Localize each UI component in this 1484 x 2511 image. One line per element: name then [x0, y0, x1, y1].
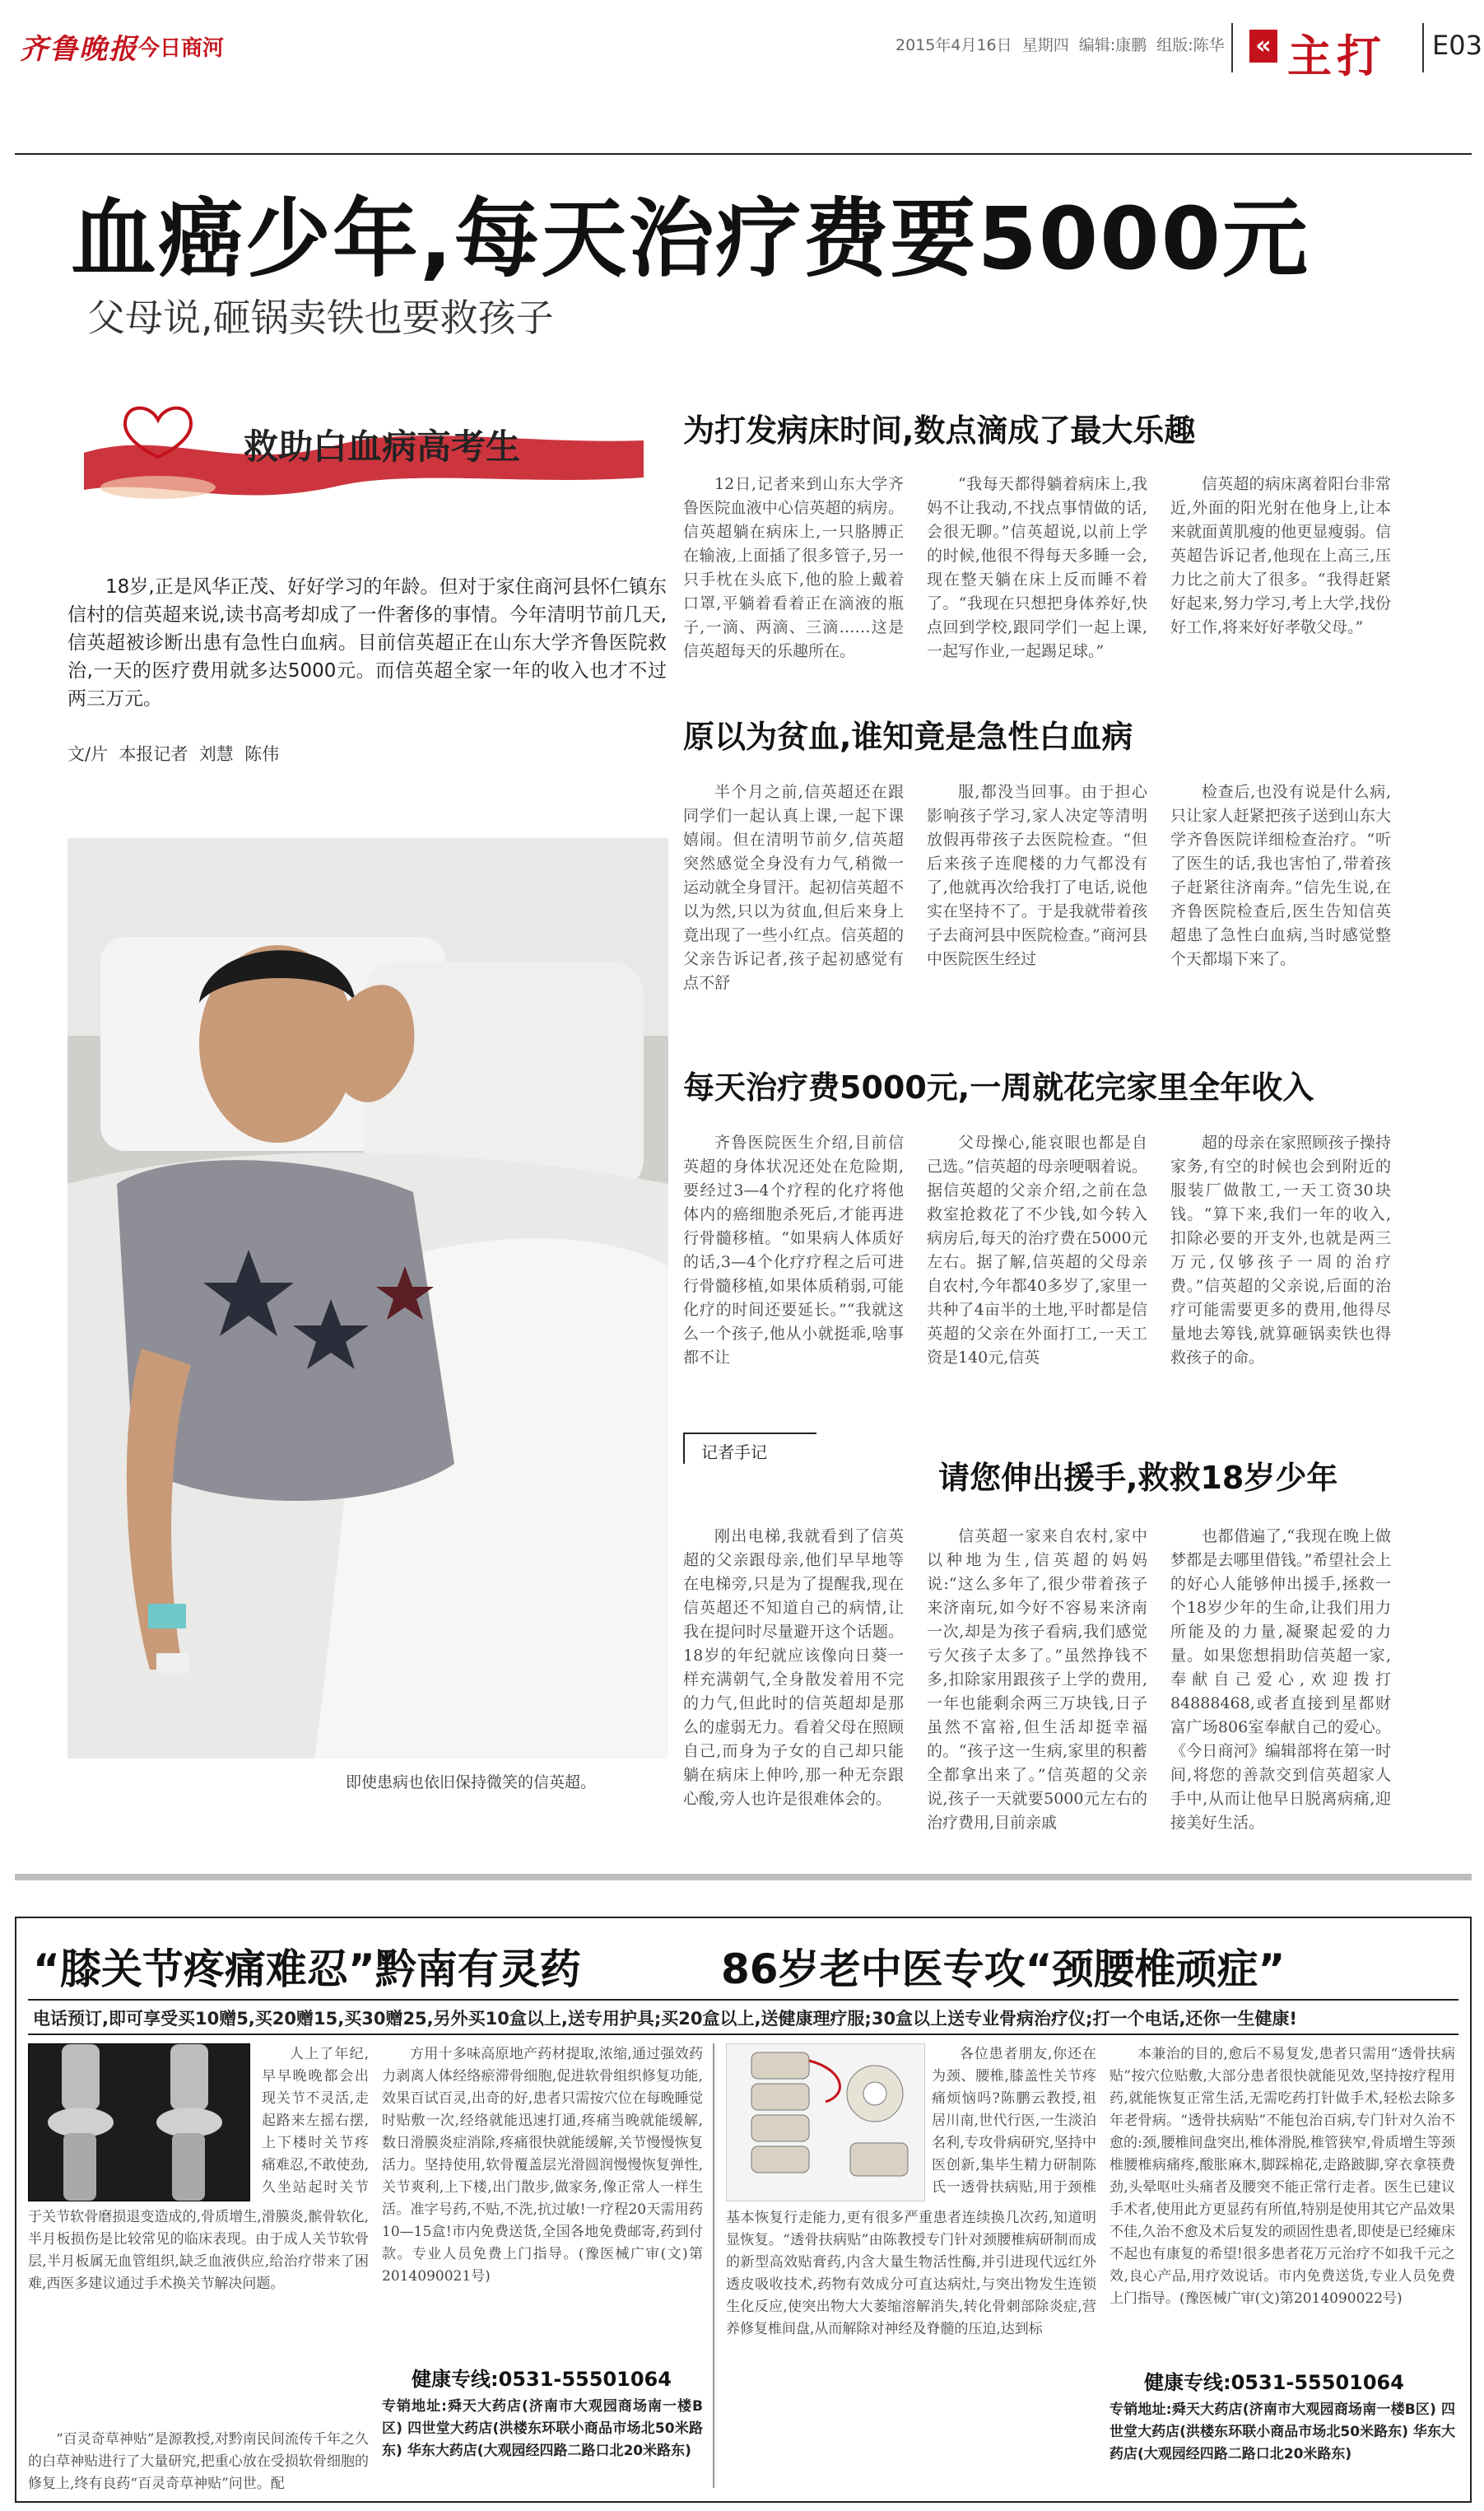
- section-2-title: 原以为贫血,谁知竟是急性白血病: [683, 719, 1133, 755]
- section-4-col-3: [1170, 1525, 1391, 1858]
- section-3-col-3-text: 超的母亲在家照顾孩子操持家务,有空的时候也会到附近的服装厂做散工,一天工资30块钱。“算下来,我们一年的收入,扣除必要的开支外,也就是两三万元,仅够孩子一周的治疗费。”信英超的父亲说,后面的治疗可能需要更多的费用,他得尽量地去筹钱,就算砸锅卖铁也得救孩子的命。: [1170, 1134, 1391, 1367]
- section-1-col-1: [683, 473, 904, 664]
- ad-left-col-1-continued: 于关节软骨磨损退变造成的,骨质增生,滑膜炎,髌骨软化,半月板损伤是比较常见的临床表现。由于成人关节软骨层,半月板属无血管组织,缺乏血液供应,给治疗带来了困难,西医多建议通过手术换关节解决问题。: [28, 2209, 369, 2292]
- ad-promo-rule-bottom: [28, 2033, 1458, 2035]
- banner-label: 主打: [1287, 30, 1386, 82]
- section-2-col-1-text: 半个月之前,信英超还在跟同学们一起认真上课,一起下课嬉闹。但在清明节前夕,信英超突然感觉全身没有力气,稍微一运动就全身冒汗。起初信英超不以为然,只以为贫血,但后来身上竟出现了一些小红点。信英超的父亲告诉记者,孩子起初感觉有点不舒: [683, 783, 904, 992]
- section-2-col-2: [927, 780, 1147, 1013]
- ad-left-hotline: 健康专线:0531-55501064: [412, 2368, 672, 2391]
- campaign-logo: [67, 395, 660, 510]
- ad-left-col-1-top: [262, 2043, 369, 2200]
- section-3-col-2: [927, 1131, 1147, 1411]
- lede: 18岁,正是风华正茂、好好学习的年龄。但对于家住商河县怀仁镇东信村的信英超来说,读书高考却成了一件奢侈的事情。今年清明节前几天,信英超被诊断出患有急性白血病。目前信英超正在山东大学齐鲁医院救治,一天的医疗费用就多达5000元。而信英超全家一年的收入也才不过两三万元。: [67, 576, 667, 710]
- section-1-title: 为打发病床时间,数点滴成了最大乐趣: [683, 412, 1196, 449]
- ad-divider: [713, 2043, 714, 2488]
- paper-name: 齐鲁晚报: [20, 33, 138, 66]
- ad-left-col-1-bottom: [28, 2208, 369, 2430]
- ad-left-col-1-text: 人上了年纪,早早晚晚都会出现关节不灵活,走起路来左摇右摆,上下楼时关节疼痛难忍,不敢使劲,久坐站起时关节: [262, 2046, 369, 2196]
- ad-right-col-1-bottom: [726, 2208, 1096, 2496]
- ad-left-stores: 专销地址:舜天大药店(济南市大观园商场南一楼B区) 四世堂大药店(洪楼东环联小商品市场北50米路东) 华东大药店(大观园经四路二路口北20米路东): [382, 2398, 703, 2459]
- ad-right-col-2-text: 本兼治的目的,愈后不易复发,患者只需用“透骨扶病贴”按穴位贴敷,大部分患者很快就能见效,坚持按疗程用药,就能恢复正常生活,无需吃药打针做手术,轻松去除多年老骨病。“透骨扶病贴”不能包治百病,专门针对久治不愈的:颈,腰椎间盘突出,椎体滑脱,椎管狭窄,骨质增生等颈椎腰椎病痛疼,酸胀麻木,脚踩棉花,走路跛脚,穿衣拿筷费劲,头晕呕吐头痛者及腰突不能正常行走者。医生已建议手术者,使用此方更显药有所值,特别是使用其它产品效果不佳,久治不愈及术后复发的顽固性患者,即使是已经瘫床不起也有康复的希望!很多患者花万元治疗不如我千元之效,良心产品,用疗效说话。市内免费送货,专业人员免费上门指导。(豫医械广审(文)第2014090022号): [1110, 2046, 1455, 2307]
- section-1-col-2-text: “我每天都得躺着病床上,我妈不让我动,不找点事情做的话,会很无聊。”信英超说,以前上学的时候,他很不得每天多睡一会,现在整天躺在床上反而睡不着了。“我现在只想把身体养好,快点回到学校,跟同学们一起上课,一起写作业,一起踢足球。”: [927, 475, 1147, 660]
- ad-promo-rule: [28, 1999, 1458, 2001]
- section-4-col-1: [683, 1525, 904, 1858]
- photo-caption: 即使患病也依旧保持微笑的信英超。: [346, 1773, 597, 1791]
- byline: 文/片 本报记者 刘慧 陈伟: [67, 744, 280, 764]
- ad-right-stores: 专销地址:舜天大药店(济南市大观园商场南一楼B区) 四世堂大药店(洪楼东环联小商品市场北50米路东) 华东大药店(大观园经四路二路口北20米路东): [1110, 2402, 1455, 2462]
- advertisement: [15, 1917, 1472, 2503]
- banner-divider: [1231, 23, 1233, 72]
- section-1-col-3: [1170, 473, 1391, 664]
- deck: 父母说,砸锅卖铁也要救孩子: [87, 296, 554, 340]
- issue-meta: 2015年4月16日 星期四 编辑:康鹏 组版:陈华: [896, 36, 1225, 54]
- section-3-col-3: [1170, 1131, 1391, 1411]
- ad-right-col-2: [1110, 2043, 1455, 2355]
- section-1-col-2: [927, 473, 1147, 664]
- patient-photo: [67, 838, 668, 1759]
- section-3-title: 每天治疗费5000元,一周就花完家里全年收入: [683, 1069, 1314, 1106]
- reporter-note-tag-box: [683, 1433, 816, 1464]
- page-number: E03: [1432, 30, 1482, 61]
- reporter-note-tag: 记者手记: [701, 1442, 767, 1462]
- section-2-col-3: [1170, 780, 1391, 1013]
- campaign-label: 救助白血病高考生: [244, 426, 521, 467]
- section-4-col-2: [927, 1525, 1147, 1858]
- ad-right-col-1-continued: 基本恢复行走能力,更有很多严重患者连续换几次药,知道明显恢复。“透骨扶病贴”由陈教授专门针对颈腰椎病研制而成的新型高效贴膏药,内含大量生物活性酶,并引进现代远红外透皮吸收技术,药物有效成分可直达病灶,与突出物发生连锁生化反应,使突出物大大萎缩溶解消失,转化骨刺部除炎症,营养修复椎间盘,从而解除对神经及脊髓的压迫,达到标: [726, 2210, 1096, 2337]
- section-1-col-1-text: 12日,记者来到山东大学齐鲁医院血液中心信英超的病房。信英超躺在病床上,一只胳膊正在输液,上面插了很多管子,另一只手枕在头底下,他的脸上戴着口罩,平躺着看着正在滴液的瓶子,一滴、两滴、三滴……这是信英超每天的乐趣所在。: [683, 475, 904, 660]
- ad-left-col-1-tail: [28, 2429, 369, 2496]
- knee-xray-image: [28, 2043, 250, 2201]
- section-1-col-3-text: 信英超的病床离着阳台非常近,外面的阳光射在他身上,让本来就面黄肌瘦的他更显瘦弱。信英超告诉记者,他现在上高三,压力比之前大了很多。“我得赶紧好起来,努力学习,考上大学,找份好工作,将来好好孝敬父母。”: [1170, 475, 1391, 636]
- ad-right-col-1-top: [932, 2043, 1096, 2200]
- ad-separator: [15, 1874, 1472, 1880]
- ad-promo: 电话预订,即可享受买10赠5,买20赠15,买30赠25,另外买10盒以上,送专用护具;买20盒以上,送健康理疗服;30盒以上送专业骨病治疗仪;打一个电话,还你一生健康!: [33, 2009, 1298, 2029]
- ad-right-col-1-text: 各位患者朋友,你还在为颈、腰椎,膝盖性关节疼痛烦恼吗?陈鹏云教授,祖居川南,世代行医,一生淡泊名利,专攻骨病研究,坚持中医创新,集毕生精力研制陈氏一透骨扶病贴,用于颈椎: [932, 2046, 1096, 2196]
- section-2-col-2-text: 服,都没当回事。由于担心影响孩子学习,家人决定等清明放假再带孩子去医院检查。“但后来孩子连爬楼的力气都没有了,他就再次给我打了电话,说他实在坚持不了。于是我就带着孩子去商河县中医院检查。”商河县中医院医生经过: [927, 783, 1147, 968]
- section-4-col-3-text: 也都借遍了,“我现在晚上做梦都是去哪里借钱。”希望社会上的好心人能够伸出援手,拯救一个18岁少年的生命,让我们用力所能及的力量,凝聚起爱的力量。如果您想捐助信英超一家,奉献自己爱心,欢迎拨打84888468,或者直接到星都财富广场806室奉献自己的爱心。《今日商河》编辑部将在第一时间,将您的善款交到信英超家人手中,从而让他早日脱离病痛,迎接美好生活。: [1170, 1527, 1391, 1832]
- ad-left-col-1-tail-text: “百灵奇草神贴”是源教授,对黔南民间流传千年之久的白草神贴进行了大量研究,把重心放在受损软骨细胞的修复上,终有良药“百灵奇草神贴”问世。配: [28, 2431, 369, 2492]
- spine-diagram-image: [726, 2043, 925, 2201]
- headline: 血癌少年,每天治疗费要5000元: [71, 189, 1310, 289]
- section-4-col-1-text: 刚出电梯,我就看到了信英超的父亲跟母亲,他们早早地等在电梯旁,只是为了提醒我,现在信英超还不知道自己的病情,让我在提问时尽量避开这个话题。18岁的年纪就应该像向日葵一样充满朝气,全身散发着用不完的力气,但此时的信英超却是那么的虚弱无力。看着父母在照顾自己,而身为子女的自己却只能躺在病床上伸吟,那一种无奈跟心酸,旁人也许是很难体会的。: [683, 1527, 904, 1808]
- ad-right-hotline: 健康专线:0531-55501064: [1144, 2371, 1404, 2394]
- section-3-col-1-text: 齐鲁医院医生介绍,目前信英超的身体状况还处在危险期,要经过3—4个疗程的化疗将他体内的癌细胞杀死后,才能再进行骨髓移植。“如果病人体质好的话,3—4个化疗疗程之后可进行骨髓移植,如果体质稍弱,可能化疗的时间还要延长。”“我就这么一个孩子,他从小就挺乖,啥事都不让: [683, 1134, 904, 1367]
- ad-title-right: 86岁老中医专攻“颈腰椎顽症”: [721, 1945, 1286, 1993]
- section-4-title: 请您伸出援手,救救18岁少年: [938, 1460, 1338, 1496]
- knee-xray-icon: [29, 2044, 249, 2201]
- section-name: 今日商河: [138, 36, 225, 61]
- ad-left-col-2-text: 方用十多味高原地产药材提取,浓缩,通过强效药力剥离人体经络瘀滞骨细胞,促进软骨组织修复功能,效果百试百灵,出奇的好,患者只需按穴位在每晚睡觉时贴敷一次,经络就能迅速打通,疼痛当晚就能缓解,数日滑膜炎症消除,疼痛很快就能缓解,关节慢慢恢复活力。坚持使用,软骨覆盖层光滑圆润慢慢恢复弹性,关节爽利,上下楼,出门散步,做家务,像正常人一样生活。准字号药,不贴,不洗,抗过敏!一疗程20天需用药10—15盒!市内免费送货,全国各地免费邮寄,药到付款。专业人员免费上门指导。(豫医械广审(文)第2014090021号): [382, 2046, 703, 2285]
- section-4-col-2-text: 信英超一家来自农村,家中以种地为生,信英超的妈妈说:“这么多年了,很少带着孩子来济南玩,如今好不容易来济南一次,却是为孩子看病,我们感觉亏欠孩子太多了。”虽然挣钱不多,扣除家用跟孩子上学的费用,一年也能剩余两三万块钱,日子虽然不富裕,但生活却挺幸福的。“孩子这一生病,家里的积蓄全都拿出来了。”信英超的父亲说,孩子一天就要5000元左右的治疗费用,目前亲戚: [927, 1527, 1147, 1832]
- banner-divider-right: [1422, 23, 1424, 72]
- chevron-left-icon: «: [1249, 30, 1277, 63]
- header-rule: [15, 153, 1472, 155]
- section-2-col-1: [683, 780, 904, 1013]
- spine-diagram-icon: [727, 2044, 924, 2201]
- ad-left-col-2: [382, 2043, 703, 2348]
- section-2-col-3-text: 检查后,也没有说是什么病,只让家人赶紧把孩子送到山东大学齐鲁医院详细检查治疗。“听了医生的话,我也害怕了,带着孩子赶紧往济南奔。”信先生说,在齐鲁医院检查后,医生告知信英超患了急性白血病,当时感觉整个天都塌下来了。: [1170, 783, 1391, 968]
- section-3-col-2-text: 父母操心,能哀眼也都是自己选。”信英超的母亲哽咽着说。据信英超的父亲介绍,之前在急救室抢救花了不少钱,如今转入病房后,每天的治疗费在5000元左右。据了解,信英超的父母亲自农村,今年都40多岁了,家里一共种了4亩半的土地,平时都是信英超的父亲在外面打工,一天工资是140元,信英: [927, 1134, 1147, 1367]
- ad-title-left: “膝关节疼痛难忍”黔南有灵药: [33, 1945, 581, 1993]
- section-3-col-1: [683, 1131, 904, 1411]
- masthead: [15, 18, 1482, 82]
- hospital-bed-photo-image: [67, 838, 668, 1759]
